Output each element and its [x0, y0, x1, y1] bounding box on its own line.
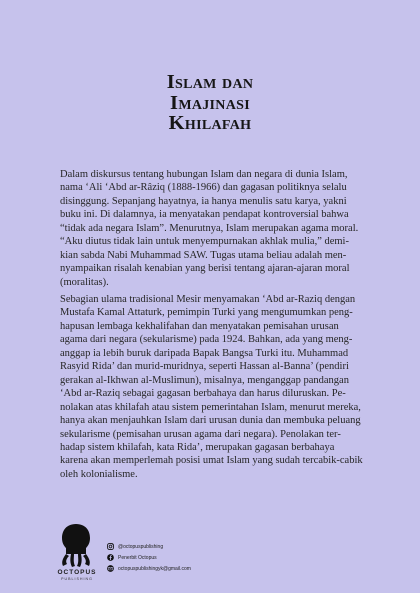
text-line: nolakan atas khilafah atau sistem pemerintahan Islam, menurut mereka,: [60, 401, 361, 413]
social-text: @octopuspublishing: [118, 543, 164, 550]
text-line: nama ‘Ali ‘Abd ar-Râziq (1888-1966) dan gagasan politiknya selalu: [60, 182, 347, 194]
email-icon: [107, 565, 114, 572]
text-line: hanya akan menjauhkan Islam dari urusan dunia dan membuka peluang: [60, 415, 361, 427]
title-line: Imajinasi: [170, 91, 250, 114]
text-line: “Aku diutus tidak lain untuk menyempurnakan akhlak mulia,” demi-: [60, 236, 349, 248]
synopsis-paragraph-1: [60, 168, 382, 289]
text-line: buku ini. Di dalamnya, ia menyatakan pendapat kontroversial bahwa: [60, 209, 349, 221]
publisher-name: OCTOPUS: [57, 569, 97, 576]
title-line: Islam dan: [166, 71, 254, 93]
instagram-icon: [107, 543, 114, 550]
publisher-sub: PUBLISHING: [61, 577, 93, 581]
text-line: gerakan al-Ikhwan al-Muslimun), misalnya, menganggap pandangan: [60, 374, 349, 386]
text-line: hapusan lembaga kekhalifahan dan menyatakan pemisahan urusan: [60, 320, 339, 332]
social-item: [107, 552, 191, 563]
social-text: Penerbit Octopus: [118, 554, 157, 561]
text-line: disinggung. Sepanjang hayatnya, ia hanya menulis satu karya, yakni: [60, 195, 347, 207]
text-line: Sebagian ulama tradisional Mesir menyamakan ‘Abd ar-Raziq dengan: [60, 294, 356, 305]
text-line: ‘Abd ar-Raziq sebagai gagasan berbahaya dan harus diluruskan. Pe-: [60, 388, 346, 400]
text-line: (moralitas).: [60, 276, 109, 288]
text-line: sekularisme (pemisahan urusan agama dari negara). Penolakan ter-: [60, 428, 341, 440]
social-links: [107, 541, 191, 574]
text-line: anggap ia lebih buruk daripada Bapak Bangsa Turki itu. Muhammad: [60, 347, 349, 359]
text-line: hadap sistem khilafah, kata Rida’, merupakan gagasan berbahaya: [60, 441, 335, 453]
social-text: octopuspublishingyk@gmail.com: [118, 565, 191, 572]
text-line: kian sabda Nabi Muhammad SAW. Tugas utama beliau adalah men-: [60, 249, 347, 261]
text-line: agama dari negara (sekularisme) pada 1924. Bahkan, ada yang meng-: [60, 334, 353, 346]
text-line: “tidak ada negara Islam”. Menurutnya, Islam merupakan agama moral.: [60, 222, 359, 234]
synopsis-paragraph-2: [60, 293, 382, 481]
text-line: karena akan memperlemah posisi umat Islam yang sudah tercabik-cabik: [60, 455, 363, 467]
book-title: [0, 72, 420, 134]
title-line: Khilafah: [168, 112, 252, 134]
facebook-icon: [107, 554, 114, 561]
text-line: Rasyid Rida’ dan murid-muridnya, seperti Hassan al-Banna’ (pendiri: [60, 361, 349, 373]
social-item: [107, 563, 191, 574]
octopus-logo: [53, 520, 99, 576]
text-line: nyampaikan risalah kenabian yang berisi tentang ajaran-ajaran moral: [60, 263, 350, 275]
text-line: Mustafa Kamal Attaturk, pemimpin Turki yang mengumumkan peng-: [60, 307, 353, 319]
text-line: Dalam diskursus tentang hubungan Islam dan negara di dunia Islam,: [60, 169, 348, 180]
text-line: oleh kolonialisme.: [60, 468, 138, 480]
social-item: [107, 541, 191, 552]
